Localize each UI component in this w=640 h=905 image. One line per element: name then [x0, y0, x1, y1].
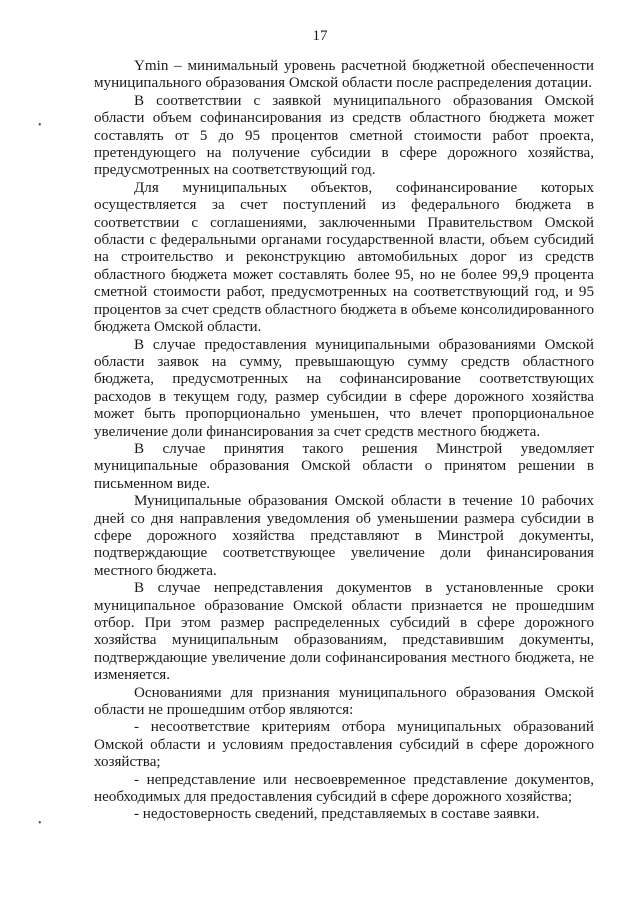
paragraph: В случае предоставления муниципальными образованиями Омской области заявок на сумму, превышающую сумму средств областного бюджета, предусмотренных на софинансирование соответствующих расходов в текущем году, размер субсидии в сфере дорожного хозяйства может быть пропорционально уменьшен, что влечет пропорциональное увеличение доли финансирования за счет средств местного бюджета. [94, 336, 594, 440]
paragraph: Ymin – минимальный уровень расчетной бюджетной обеспеченности муниципального образования Омской области после распределения дотации. [94, 58, 594, 92]
paragraph: Основаниями для признания муниципального образования Омской области не прошедшим отбор являются: [94, 684, 594, 719]
scan-mark: • [38, 120, 42, 131]
paragraph: Для муниципальных объектов, софинансирование которых осуществляется за счет поступлений из федерального бюджета в соответствии с соглашениями, заключенными Правительством Омской области с федеральными органами государственной власти, объем субсидий на строительство и реконструкцию автомобильных дорог из средств областного бюджета может составлять более 95, но не более 99,9 процента сметной стоимости работ, предусмотренных на соответствующий год, и 95 процентов за счет средств областного бюджета в объеме консолидированного бюджета Омской области. [94, 179, 594, 336]
paragraph: Муниципальные образования Омской области в течение 10 рабочих дней со дня направления уведомления об уменьшении размера субсидии в сфере дорожного хозяйства представляют в Минстрой документы, подтверждающие соответствующее увеличение доли финансирования местного бюджета. [94, 493, 594, 579]
scan-mark: • [38, 818, 42, 829]
paragraph: В соответствии с заявкой муниципального образования Омской области объем софинансирования из средств областного бюджета может составлять от 5 до 95 процентов сметной стоимости работ проекта, претендующего на получение субсидии в сфере дорожного хозяйства, предусмотренных на соответствующий год. [94, 92, 594, 179]
list-item: - непредставление или несвоевременное представление документов, необходимых для предоставления субсидий в сфере дорожного хозяйства; [94, 771, 594, 806]
list-item: - недостоверность сведений, представляемых в составе заявки. [134, 806, 540, 823]
document-body [94, 58, 594, 824]
paragraph: В случае непредставления документов в установленные сроки муниципальное образование Омской области признается не прошедшим отбор. При этом размер распределенных субсидий в сфере дорожного хозяйства муниципальным образованиям, представившим документы, подтверждающие увеличение доли софинансирования местного бюджета, не изменяется. [94, 580, 594, 684]
page-number: 17 [312, 28, 328, 44]
list-item: - несоответствие критериям отбора муниципальных образований Омской области и условиям предоставления субсидий в сфере дорожного хозяйства; [94, 719, 594, 771]
paragraph: В случае принятия такого решения Минстрой уведомляет муниципальные образования Омской области о принятом решении в письменном виде. [94, 440, 594, 492]
